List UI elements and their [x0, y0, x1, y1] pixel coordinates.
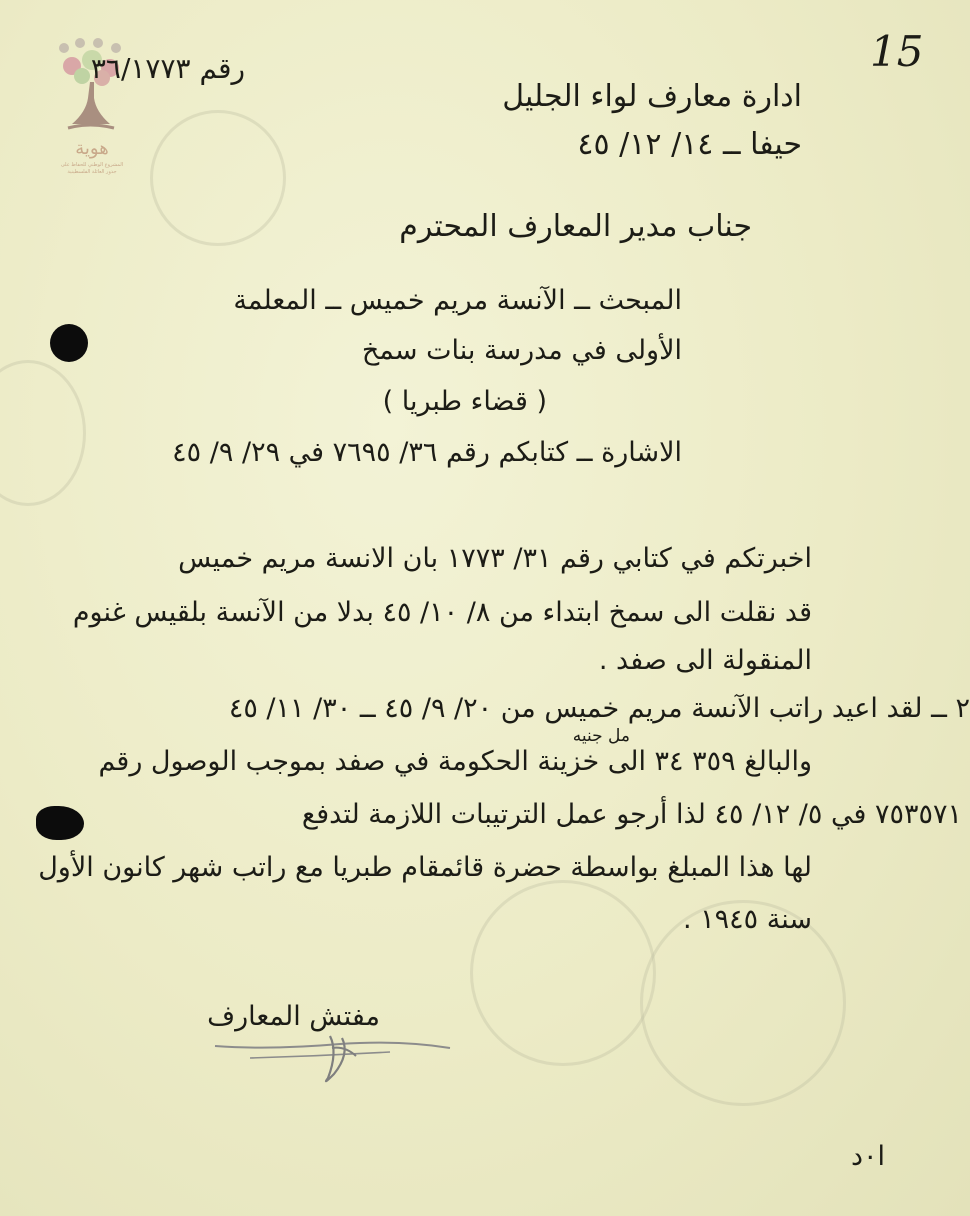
punch-hole-mark — [36, 806, 84, 840]
body-line: سنة ١٩٤٥ . — [682, 904, 812, 935]
faded-stamp-ring — [470, 880, 656, 1066]
page-number: 15 — [870, 27, 924, 76]
body-line: اخبرتكم في كتابي رقم ٣١/ ١٧٧٣ بان الانسة مريم خميس — [178, 543, 812, 574]
faded-stamp-ring — [150, 110, 286, 246]
body-line: والبالغ ٣٥٩ ٣٤ الى خزينة الحكومة في صفد بموجب الوصول رقم — [98, 746, 812, 777]
handwritten-signature — [210, 1030, 470, 1090]
subject-line: ( قضاء طبريا ) — [382, 386, 547, 417]
watermark-title: هوية — [75, 138, 109, 159]
punch-hole-mark — [50, 324, 88, 362]
amount-unit-note: مل جنيه — [572, 726, 630, 746]
body-line: لها هذا المبلغ بواسطة حضرة قائمقام طبريا مع راتب شهر كانون الأول — [38, 852, 812, 883]
sender-office: ادارة معارف لواء الجليل — [502, 79, 802, 114]
reference-number: رقم ٣٦/١٧٧٣ — [90, 52, 245, 85]
watermark-subtitle: المشروع الوطني للحفاظ على — [60, 162, 124, 168]
recipient: جناب مدير المعارف المحترم — [399, 209, 752, 244]
subject-line: الأولى في مدرسة بنات سمخ — [361, 335, 682, 366]
reference-line: الاشارة ــ كتابكم رقم ٣٦/ ٧٦٩٥ في ٢٩/ ٩/ ٤٥ — [172, 437, 682, 468]
initials: ا٠د — [850, 1141, 885, 1172]
place-date: حيفا ــ ١٤/ ١٢/ ٤٥ — [577, 127, 802, 162]
body-line: قد نقلت الى سمخ ابتداء من ٨/ ١٠/ ٤٥ بدلا من الآنسة بلقيس غنوم — [72, 597, 812, 628]
body-line: المنقولة الى صفد . — [598, 645, 812, 676]
faded-stamp-ring — [0, 360, 86, 506]
signature-title: مفتش المعارف — [207, 1001, 380, 1032]
subject-line: المبحث ــ الآنسة مريم خميس ــ المعلمة — [233, 285, 682, 316]
body-line: ٢ ــ لقد اعيد راتب الآنسة مريم خميس من ٢٠/ ٩/ ٤٥ ــ ٣٠/ ١١/ ٤٥ — [228, 693, 970, 724]
watermark-subtitle: جذور العائلة الفلسطينية — [67, 169, 117, 175]
body-line: ٧٥٣٥٧١ في ٥/ ١٢/ ٤٥ لذا أرجو عمل الترتيبات اللازمة لتدفع — [301, 799, 962, 830]
